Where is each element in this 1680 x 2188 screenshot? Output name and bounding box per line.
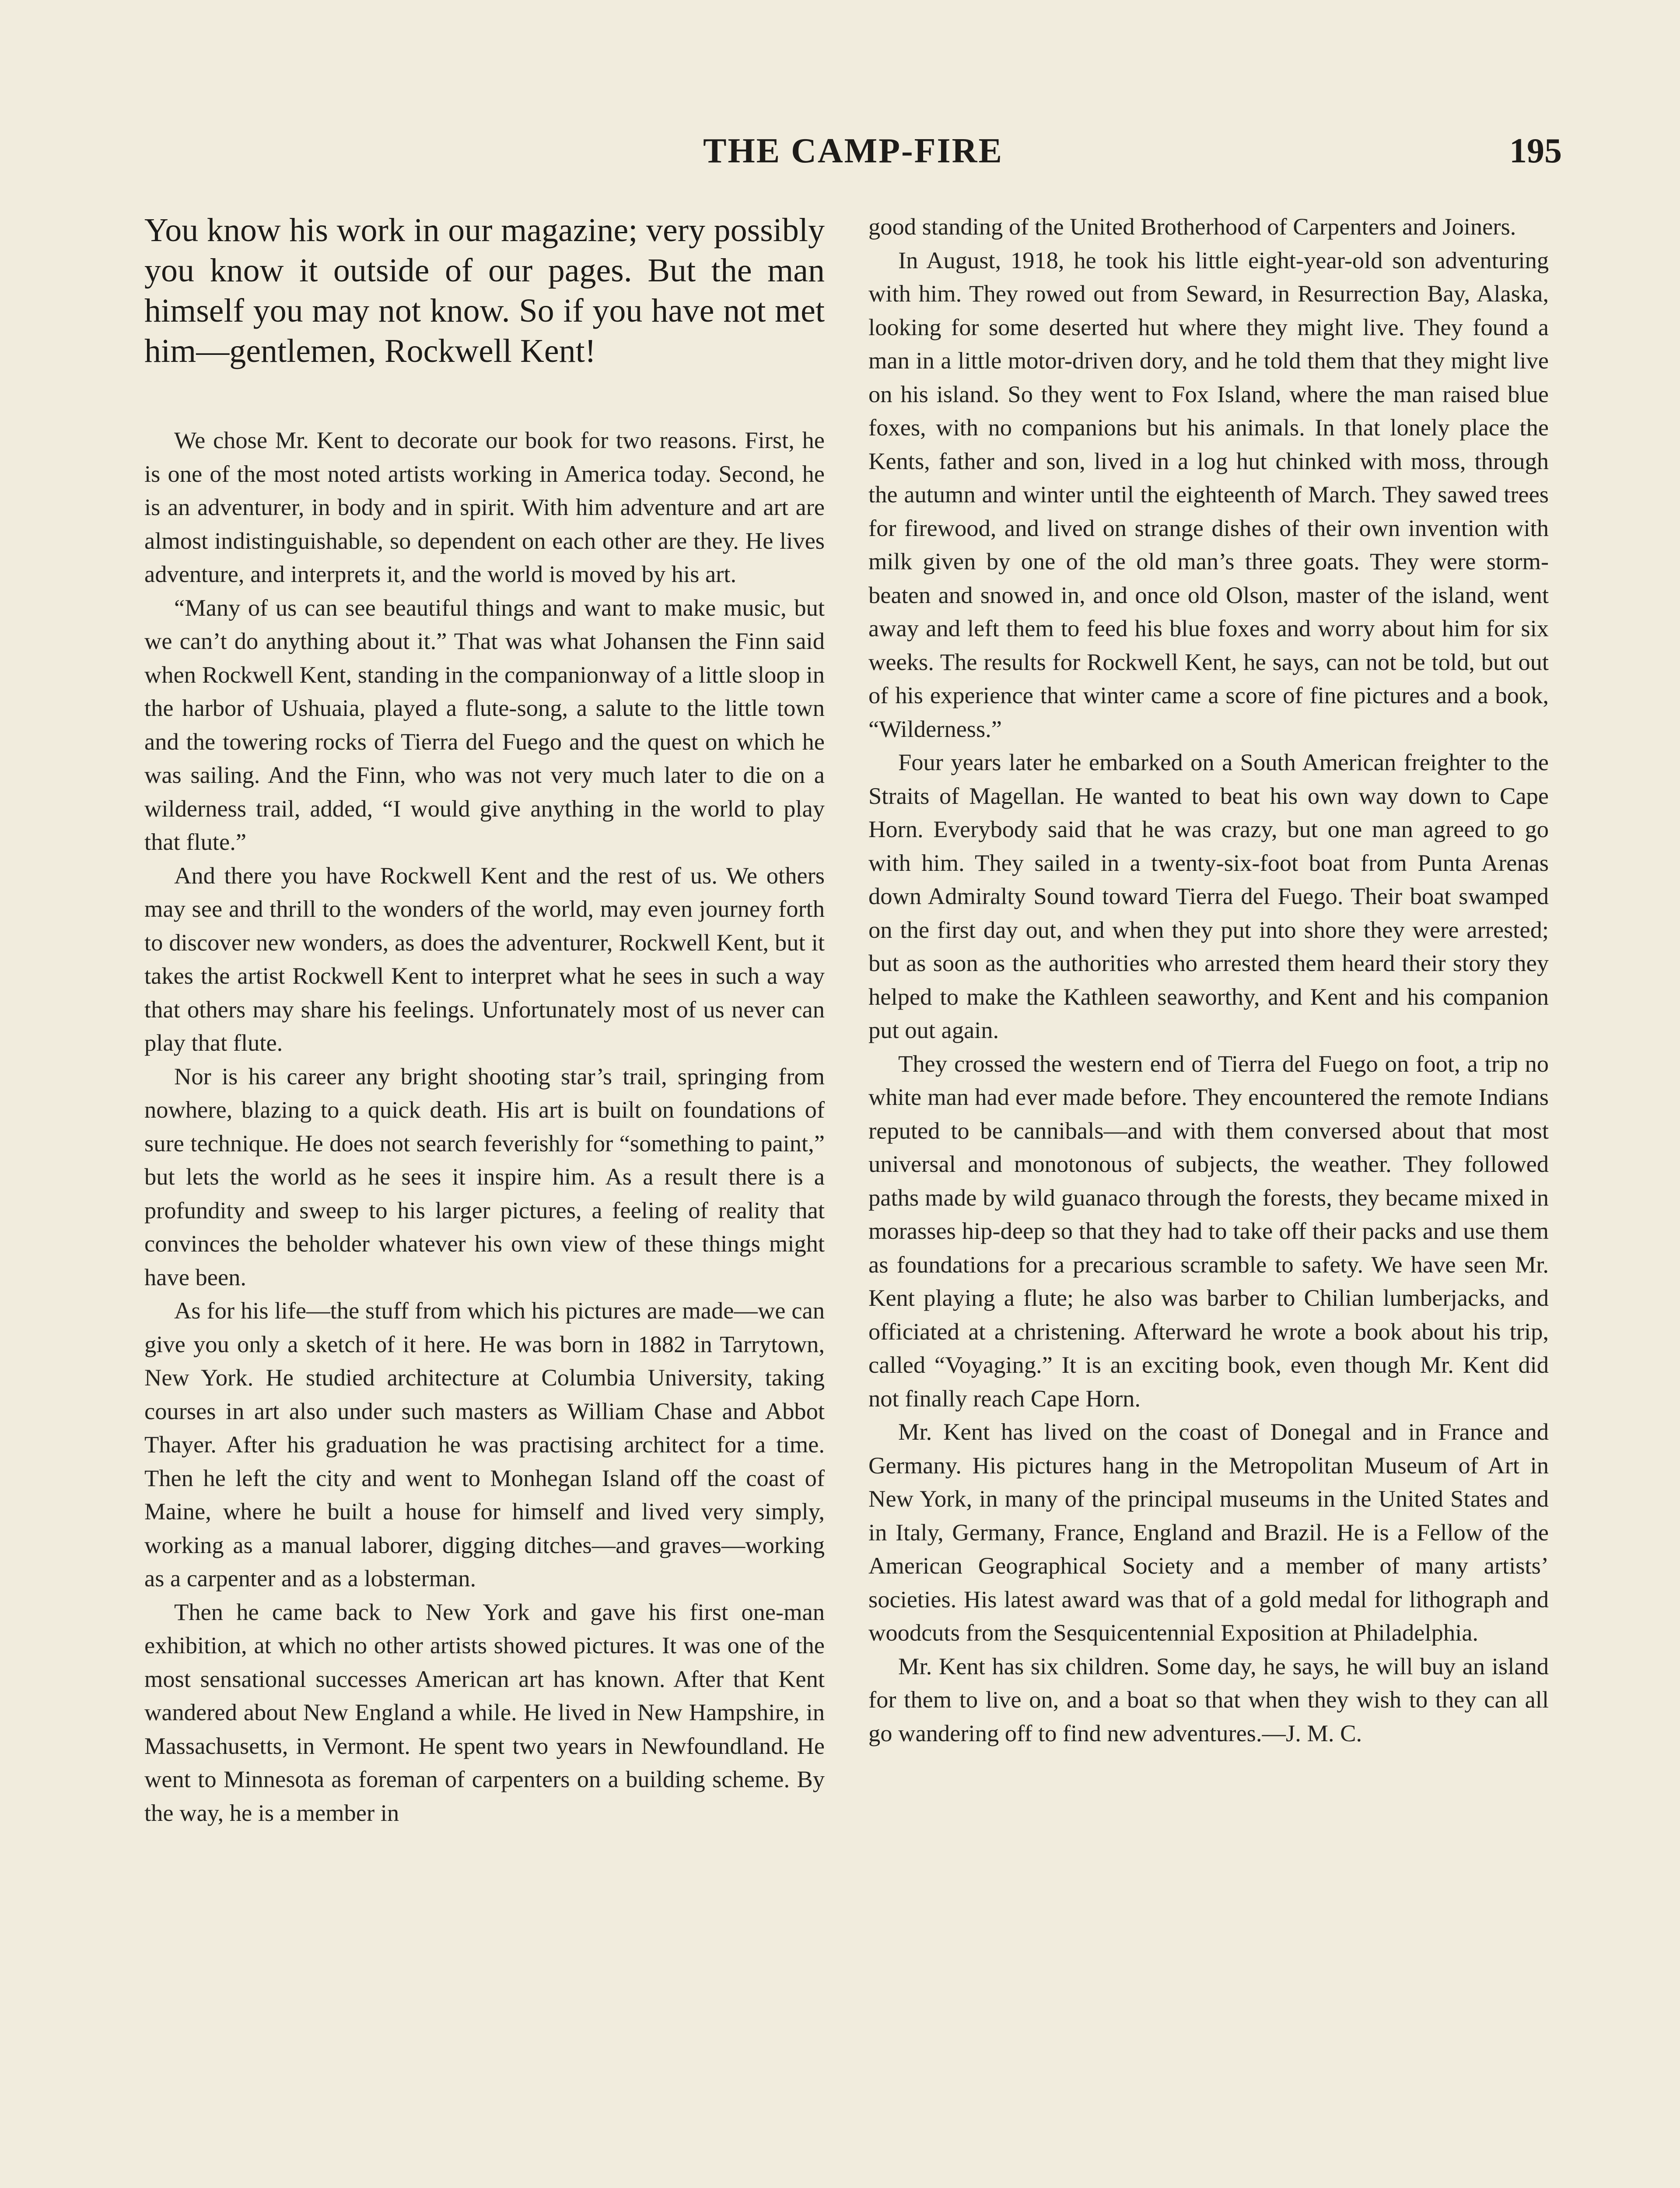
continued-paragraph: good standing of the United Brotherhood of Carpenters and Joiners. bbox=[868, 213, 1516, 240]
body-paragraph: Four years later he embarked on a South American freighter to the Straits of Magellan. He wanted to beat his own way down to Cape Horn. Everybody said that he was crazy, but one man agreed to go with him. They sailed in a twenty-six-foot boat from Punta Arenas down Admiralty Sound toward Tierra del Fuego. Their boat swamped on the first day out, and when they put into shore they were arrested; but as soon as the authorities who arrested them heard their story they helped to make the Kathleen seaworthy, and Kent and his companion put out again. bbox=[868, 749, 1549, 1043]
body-paragraph: They crossed the western end of Tierra del Fuego on foot, a trip no white man had ever made before. They encountered the remote Indians reputed to be cannibals—and with them conversed about that most universal and monotonous of subjects, the weather. They followed paths made by wild guanaco through the forests, they became mixed in morasses hip-deep so that they had to take off their packs and use them as foundations for a precarious scramble to safety. We have seen Mr. Kent playing a flute; he also was barber to Chilian lumberjacks, and officiated at a christening. Afterward he wrote a book about his trip, called “Voyaging.” It is an exciting book, even though Mr. Kent did not finally reach Cape Horn. bbox=[868, 1050, 1549, 1412]
body-paragraph: As for his life—the stuff from which his pictures are made—we can give you only a sketch of it here. He was born in 1882 in Tarrytown, New York. He studied architecture at Columbia University, taking courses in art also under such masters as William Chase and Abbot Thayer. After his graduation he was practising architect for a time. Then he left the city and went to Monhegan Island off the coast of Maine, where he built a house for himself and lived very simply, working as a manual laborer, digging ditches—and graves—working as a carpenter and as a lobsterman. bbox=[144, 1297, 825, 1592]
body-paragraph: “Many of us can see beautiful things and want to make music, but we can’t do anything about it.” That was what Johansen the Finn said when Rockwell Kent, standing in the companionway of a little sloop in the harbor of Ushuaia, played a flute-song, a salute to the little town and the towering rocks of Tierra del Fuego and the quest on which he was sailing. And the Finn, who was not very much later to die on a wilderness trail, added, “I would give anything in the world to play that flute.” bbox=[144, 594, 825, 855]
body-paragraph: In August, 1918, he took his little eight-year-old son adventuring with him. They rowed out from Seward, in Resurrection Bay, Alaska, looking for some deserted hut where they might live. They found a man in a little motor-driven dory, and he told them that they might live on his island. So they went to Fox Island, where the man raised blue foxes, with no companions but his animals. In that lonely place the Kents, father and son, lived in a log hut chinked with moss, through the autumn and winter until the eighteenth of March. They sawed trees for firewood, and lived on strange dishes of their own invention with milk given by one of the old man’s three goats. They were storm-beaten and snowed in, and once old Olson, master of the island, went away and left them to feed his blue foxes and worry about him for six weeks. The results for Rockwell Kent, he says, can not be told, but out of his experience that winter came a score of fine pictures and a book, “Wilderness.” bbox=[868, 246, 1549, 742]
body-paragraph: We chose Mr. Kent to decorate our book for two reasons. First, he is one of the most noted artists working in America today. Second, he is an adventurer, in body and in spirit. With him adventure and art are almost indistinguishable, so dependent on each other are they. He lives adventure, and interprets it, and the world is moved by his art. bbox=[144, 427, 825, 587]
left-column bbox=[144, 210, 825, 1830]
body-paragraph: Mr. Kent has six children. Some day, he says, he will buy an island for them to live on, and a boat so that when they wish to they can all go wandering off to find new adventures.—J. M. C. bbox=[868, 1652, 1549, 1746]
right-column bbox=[868, 210, 1549, 1750]
lead-paragraph: You know his work in our magazine; very possibly you know it outside of our pages. But the man himself you may not know. So if you have not met him—gentlemen, Rockwell Kent! bbox=[144, 212, 825, 369]
body-paragraph: And there you have Rockwell Kent and the rest of us. We others may see and thrill to the wonders of the world, may even journey forth to discover new wonders, as does the adventurer, Rockwell Kent, but it takes the artist Rockwell Kent to interpret what he sees in such a way that others may share his feelings. Unfortunately most of us never can play that flute. bbox=[144, 862, 825, 1056]
body-paragraph: Mr. Kent has lived on the coast of Donegal and in France and Germany. His pictures hang in the Metropolitan Museum of Art in New York, in many of the principal museums in the United States and in Italy, Germany, France, England and Brazil. He is a Fellow of the American Geographical Society and a member of many artists’ societies. His latest award was that of a gold medal for lithograph and woodcuts from the Sesquicentennial Exposition at Philadelphia. bbox=[868, 1418, 1549, 1646]
page-header bbox=[144, 131, 1562, 184]
page-number: 195 bbox=[1509, 132, 1562, 170]
body-paragraph: Nor is his career any bright shooting star’s trail, springing from nowhere, blazing to a quick death. His art is built on foundations of sure technique. He does not search feverishly for “something to paint,” but lets the world as he sees it inspire him. As a result there is a profundity and sweep to his larger pictures, a feeling of reality that convinces the beholder whatever his own view of these things might have been. bbox=[144, 1062, 825, 1290]
running-title: THE CAMP-FIRE bbox=[703, 132, 1003, 170]
body-paragraph: Then he came back to New York and gave his first one-man exhibition, at which no other artists showed pictures. It was one of the most sensational successes American art has known. After that Kent wandered about New England a while. He lived in New Hampshire, in Massachusetts, in Vermont. He spent two years in Newfoundland. He went to Minnesota as foreman of carpenters on a building scheme. By the way, he is a member in bbox=[144, 1598, 825, 1826]
